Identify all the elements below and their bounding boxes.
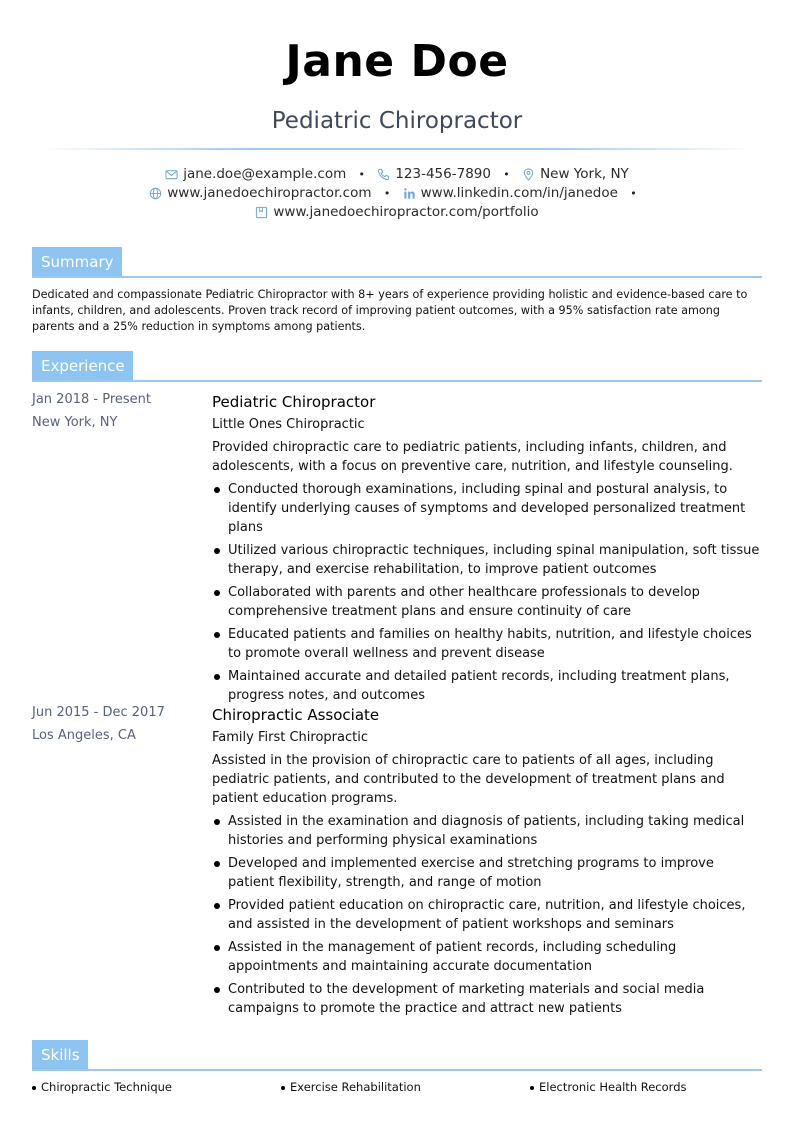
skills-heading: Skills: [32, 1040, 88, 1071]
job-bullet: Educated patients and families on healthy habits, nutrition, and lifestyle choices to promote overall wellness and prevent disease: [212, 625, 762, 663]
job-bullet: Utilized various chiropractic techniques, including spinal manipulation, soft tissue therapy, and exercise rehabilitation, to improve patient outcomes: [212, 541, 762, 579]
summary-heading: Summary: [32, 247, 122, 278]
contact-phone-text: 123-456-7890: [395, 166, 491, 182]
job-company: Family First Chiropractic: [212, 730, 368, 745]
contact-separator: •: [358, 167, 366, 181]
job-details: [212, 392, 762, 709]
skill-item: [530, 1080, 686, 1094]
job-role: Chiropractic Associate: [212, 706, 380, 724]
mail-icon: [165, 168, 178, 181]
experience-heading: Experience: [32, 351, 133, 382]
candidate-title: Pediatric Chiropractor: [271, 108, 523, 134]
job-bullet: Assisted in the examination and diagnosis of patients, including taking medical histories and performing physical examinations: [212, 812, 762, 850]
candidate-name: Jane Doe: [285, 36, 509, 87]
job-description: Assisted in the provision of chiropractic care to patients of all ages, including pediatric patients, and contributed to the development of treatment plans and patient education programs.: [212, 753, 725, 806]
bullet-dot: [530, 1086, 534, 1090]
contact-portfolio-text: www.janedoechiropractor.com/portfolio: [273, 204, 539, 220]
contact-linkedin-text: www.linkedin.com/in/janedoe: [420, 185, 618, 201]
skill-label: Exercise Rehabilitation: [290, 1080, 421, 1094]
job-company: Little Ones Chiropractic: [212, 417, 365, 432]
bullet-dot: [32, 1086, 36, 1090]
contact-separator: •: [503, 167, 510, 181]
skill-label: Electronic Health Records: [539, 1080, 687, 1094]
location-pin-icon: [522, 168, 535, 181]
skill-item: [32, 1080, 172, 1094]
bullet-dot: [281, 1086, 285, 1090]
job-bullet: Assisted in the management of patient records, including scheduling appointments and maintaining accurate documentation: [212, 938, 762, 976]
contact-email[interactable]: [165, 166, 346, 182]
job-bullet: Collaborated with parents and other healthcare professionals to develop comprehensive treatment plans and ensure continuity of care: [212, 583, 762, 621]
job-location: New York, NY: [32, 415, 118, 430]
contact-location-text: New York, NY: [540, 166, 629, 182]
skill-label: Chiropractic Technique: [41, 1080, 173, 1094]
job-location: Los Angeles, CA: [32, 728, 136, 743]
job-dates: Jan 2018 - Present: [32, 392, 151, 407]
job-role: Pediatric Chiropractor: [212, 393, 376, 411]
section-divider: [32, 1069, 762, 1071]
contact-separator: •: [383, 186, 391, 200]
contact-separator: •: [630, 186, 637, 200]
job-bullet: Provided patient education on chiropractic care, nutrition, and lifestyle choices, and assisted in the development of patient workshops and seminars: [212, 896, 762, 934]
job-bullets: [212, 812, 762, 1018]
job-description: Provided chiropractic care to pediatric patients, including infants, children, and adolescents, with a focus on preventive care, nutrition, and lifestyle counseling.: [212, 440, 733, 474]
phone-icon: [377, 168, 390, 181]
job-bullet: Contributed to the development of marketing materials and social media campaigns to promote the practice and attract new patients: [212, 980, 762, 1018]
contact-email-text: jane.doe@example.com: [183, 166, 347, 182]
summary-section-header: [32, 247, 762, 278]
contact-portfolio[interactable]: [255, 204, 538, 220]
contact-line-2: [0, 185, 794, 201]
job-bullet: Developed and implemented exercise and stretching programs to improve patient flexibility, strength, and range of motion: [212, 854, 762, 892]
contact-line-1: [0, 166, 794, 182]
globe-icon: [149, 187, 162, 200]
section-divider: [32, 380, 762, 382]
experience-section-header: [32, 351, 762, 382]
summary-text: Dedicated and compassionate Pediatric Chiropractor with 8+ years of experience providing holistic and evidence-based care to infants, children, and adolescents. Proven track record of improving patient outcomes, with a 95% satisfaction rate among parents and a 25% reduction in symptoms among patients.: [32, 288, 748, 333]
job-bullets: [212, 480, 762, 705]
linkedin-icon: [403, 187, 416, 200]
job-details: [212, 705, 762, 1022]
job-bullet: Maintained accurate and detailed patient records, including treatment plans, progress notes, and outcomes: [212, 667, 762, 705]
contact-location: [522, 166, 629, 182]
contact-website-text: www.janedoechiropractor.com: [167, 185, 372, 201]
skill-item: [281, 1080, 421, 1094]
section-divider: [32, 276, 762, 278]
contact-phone[interactable]: [377, 166, 491, 182]
contact-linkedin[interactable]: [403, 185, 618, 201]
job-bullet: Conducted thorough examinations, including spinal and postural analysis, to identify underlying causes of symptoms and developed personalized treatment plans: [212, 480, 762, 537]
header-divider: [40, 148, 754, 150]
contact-line-3: [0, 204, 794, 220]
portfolio-icon: [255, 206, 268, 219]
contact-website[interactable]: [149, 185, 371, 201]
skills-section-header: [32, 1040, 762, 1071]
job-dates: Jun 2015 - Dec 2017: [32, 705, 165, 720]
